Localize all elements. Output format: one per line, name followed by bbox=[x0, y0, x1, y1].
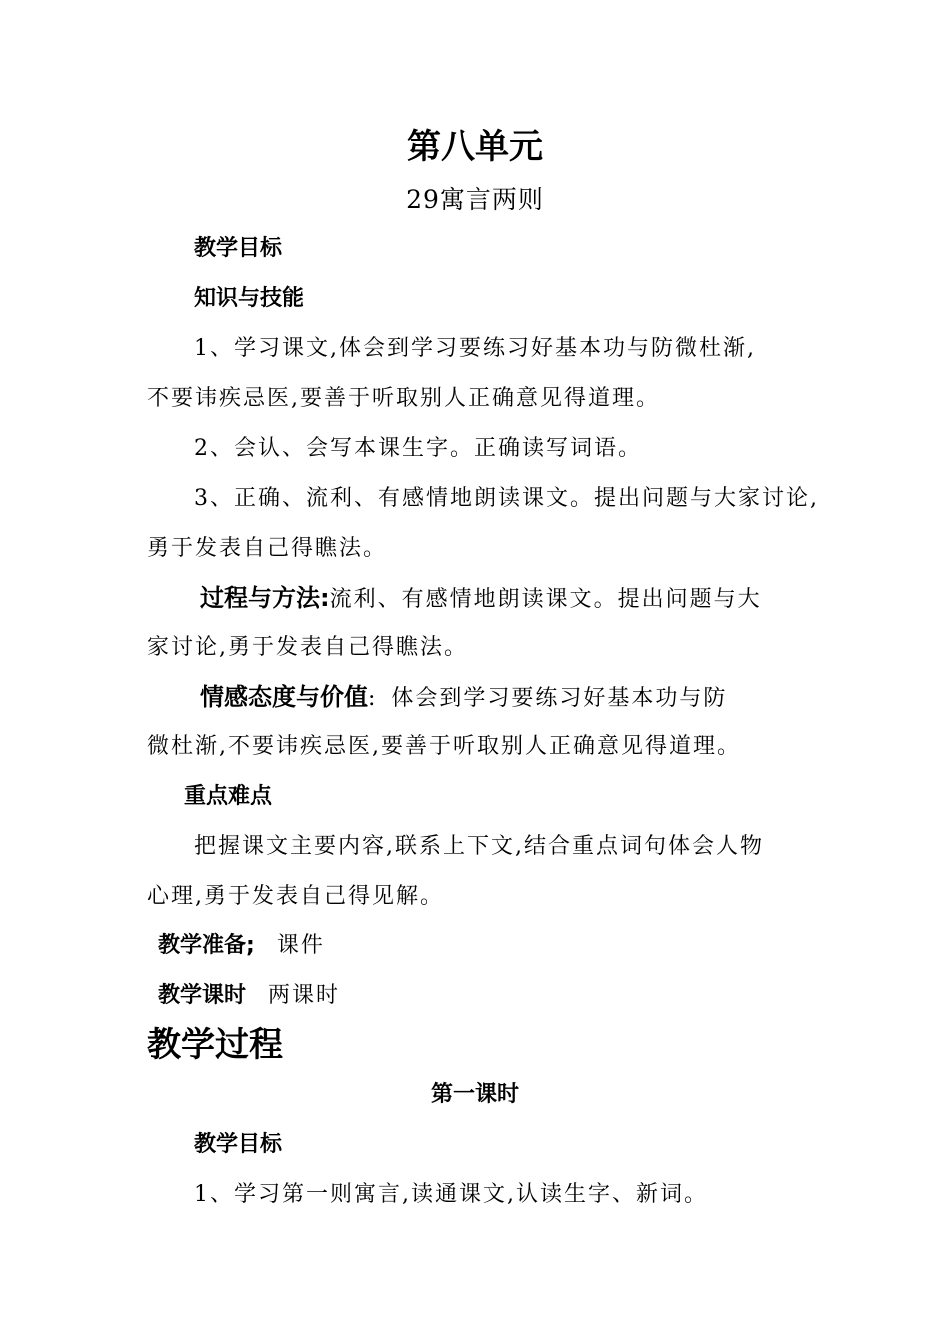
knowledge-item-3-line-2: 勇于发表自己得瞧法。 bbox=[147, 536, 388, 561]
first-period-objectives-heading: 教学目标 bbox=[194, 1132, 283, 1157]
process-method-line-1 bbox=[200, 586, 762, 611]
first-period-heading: 第一课时 bbox=[430, 1082, 519, 1107]
key-points-heading: 重点难点 bbox=[184, 784, 273, 809]
preparation-value: 课件 bbox=[276, 933, 325, 958]
knowledge-item-1-line-1: 1、学习课文,体会到学习要练习好基本功与防微杜渐, bbox=[194, 336, 756, 361]
process-method-text-1: 流利、有感情地朗读课文。提出问题与大 bbox=[329, 587, 762, 612]
first-period-item-1: 1、学习第一则寓言,读通课文,认读生字、新词。 bbox=[194, 1182, 708, 1207]
knowledge-heading: 知识与技能 bbox=[194, 286, 305, 311]
preparation-line bbox=[158, 935, 325, 957]
key-points-line-2: 心理,勇于发表自己得见解。 bbox=[147, 884, 444, 909]
knowledge-item-2: 2、会认、会写本课生字。正确读写词语。 bbox=[194, 436, 642, 461]
process-heading: 教学过程 bbox=[147, 1025, 283, 1065]
preparation-label: 教学准备; bbox=[158, 933, 255, 958]
process-method-line-2: 家讨论,勇于发表自己得瞧法。 bbox=[147, 635, 468, 660]
emotion-line-1 bbox=[200, 685, 727, 710]
knowledge-item-3-line-1: 3、正确、流利、有感情地朗读课文。提出问题与大家讨论, bbox=[194, 486, 819, 511]
lesson-title: 29寓言两则 bbox=[406, 185, 544, 214]
emotion-colon: : bbox=[368, 686, 378, 711]
unit-title: 第八单元 bbox=[407, 127, 543, 167]
process-method-label: 过程与方法: bbox=[200, 584, 330, 612]
emotion-line-2: 微杜渐,不要讳疾忌医,要善于听取别人正确意见得道理。 bbox=[147, 734, 741, 759]
emotion-text-1: 体会到学习要练习好基本功与防 bbox=[391, 686, 728, 711]
objectives-heading: 教学目标 bbox=[194, 236, 283, 261]
key-points-line-1: 把握课文主要内容,联系上下文,结合重点词句体会人物 bbox=[194, 834, 764, 859]
periods-label: 教学课时 bbox=[158, 983, 247, 1008]
knowledge-item-1-line-2: 不要讳疾忌医,要善于听取别人正确意见得道理。 bbox=[147, 386, 660, 411]
periods-value: 两课时 bbox=[268, 983, 341, 1008]
emotion-label: 情感态度与价值 bbox=[200, 683, 368, 711]
periods-line bbox=[158, 985, 340, 1007]
